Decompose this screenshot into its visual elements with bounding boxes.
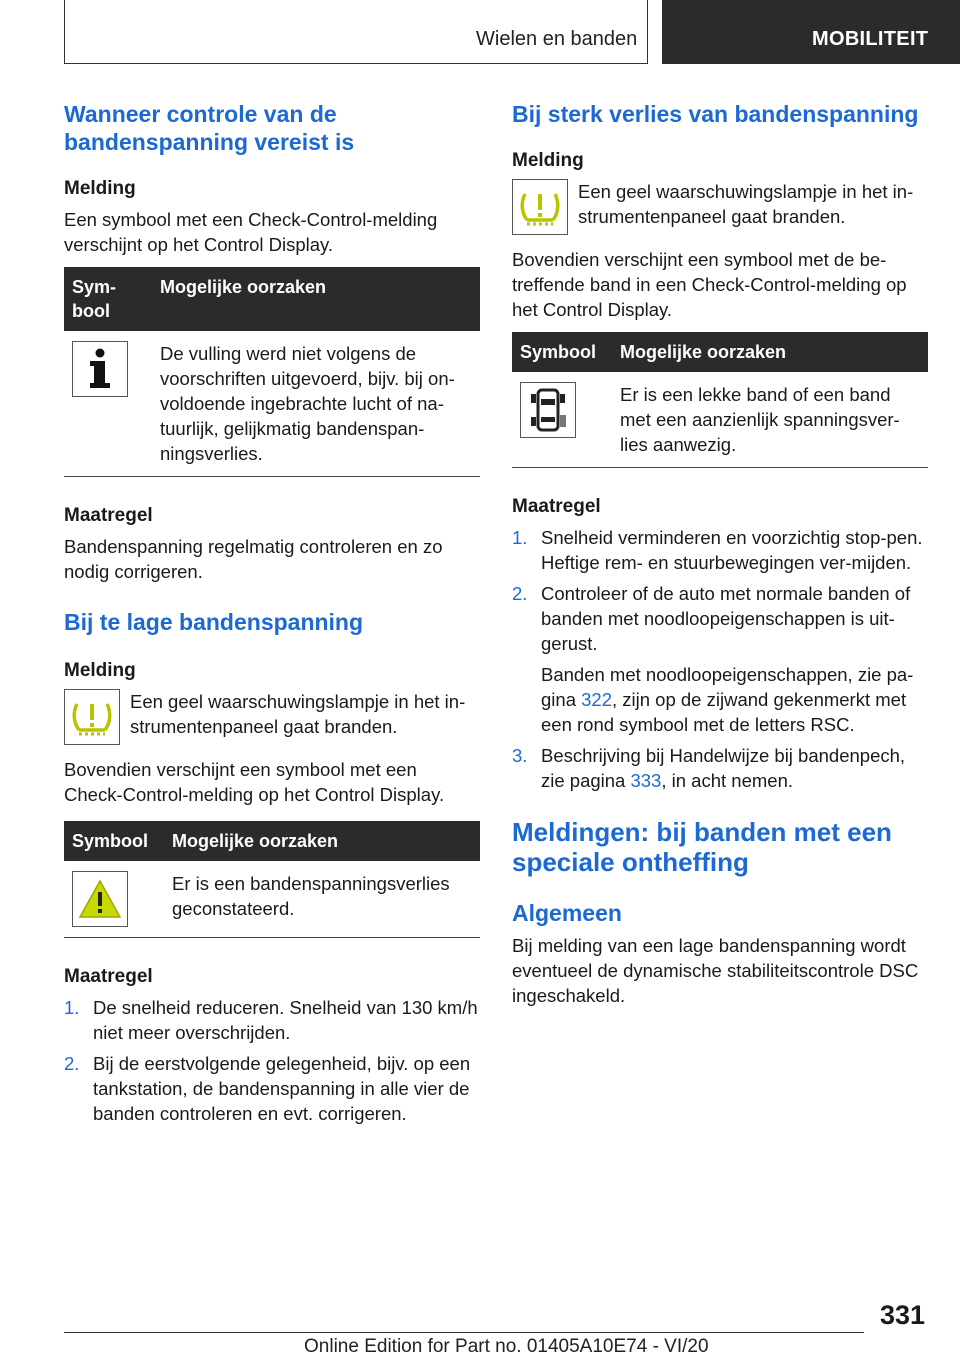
step-text: Bij de eerstvolgende gelegenheid, bijv. op een tankstation, de bandenspanning in alle vier de banden controleren en evt. corrigeren. (93, 1053, 471, 1124)
step-note-text: Banden met noodloopeigenschappen, zie pa-gina (541, 664, 914, 710)
section-title-check-pressure: Wanneer controle van de bandenspanning vereist is (64, 101, 355, 155)
step-number: 1. (512, 527, 528, 548)
table-header-symbol: Sym-bool (64, 267, 152, 331)
header-chapter-tab[interactable]: MOBILITEIT (662, 0, 960, 64)
warning-lamp-row (64, 689, 480, 745)
footer-divider (64, 1332, 864, 1333)
table-header-symbol: Symbool (512, 332, 612, 372)
maatregel-heading: Maatregel (64, 966, 153, 987)
warning-lamp-text: Een geel waarschuwingslampje in het in-strumentenpaneel gaat branden. (130, 691, 466, 737)
table-header-causes: Mogelijke oorzaken (152, 267, 480, 331)
maatregel-steps (64, 995, 480, 1126)
step-number: 2. (512, 583, 528, 604)
step-text: Controleer of de auto met normale banden of banden met noodloopeigenschappen is uit-gerust. (541, 583, 911, 654)
list-item (512, 743, 928, 793)
section-title-severe-loss: Bij sterk verlies van bandenspanning (512, 101, 919, 127)
maatregel-heading: Maatregel (512, 496, 601, 517)
step-note-text: , zijn op de zijwand gekenmerkt met een rond symbool met de letters RSC. (541, 689, 907, 735)
step-text-part: , in acht nemen. (661, 770, 793, 791)
tyre-pressure-warning-icon (64, 689, 120, 745)
melding-text: Bovendien verschijnt een symbool met een Check-Control-melding op het Control Display. (64, 759, 445, 805)
step-text: De snelheid reduceren. Snelheid van 130 km/h niet meer overschrijden. (93, 997, 478, 1043)
list-item (64, 1051, 480, 1126)
symbol-table-flat-tyre (512, 332, 928, 468)
maatregel-steps (512, 525, 928, 793)
melding-heading: Melding (512, 150, 584, 171)
maatregel-text: Bandenspanning regelmatig controleren en zo nodig corrigeren. (64, 536, 443, 582)
step-number: 1. (64, 997, 80, 1018)
table-cell-cause: Er is een lekke band of een band met een aanzienlijk spanningsver-lies aanwezig. (620, 384, 900, 455)
table-header-causes: Mogelijke oorzaken (612, 332, 928, 372)
left-column (64, 100, 480, 1126)
right-column (512, 100, 928, 1008)
list-item (512, 581, 928, 737)
melding-heading: Melding (64, 660, 136, 681)
table-cell-cause: De vulling werd niet volgens de voorschriften uitgevoerd, bijv. bij on-voldoende ingebrachte lucht of na-tuurlijk, gelijkmatig bandenspan-ningsverlies. (160, 343, 455, 464)
table-row (64, 861, 480, 938)
section-title-low-pressure: Bij te lage bandenspanning (64, 609, 364, 635)
footer-edition: Online Edition for Part no. 01405A10E74 - VI/20 (304, 1336, 709, 1357)
table-row (64, 331, 480, 477)
step-text: Snelheid verminderen en voorzichtig stop-pen. Heftige rem- en stuurbewegingen ver-mijden. (541, 527, 923, 573)
list-item (512, 525, 928, 575)
warning-triangle-icon (72, 871, 128, 927)
warning-lamp-row (512, 179, 928, 235)
header-section-title: Wielen en banden (476, 28, 638, 50)
step-note (541, 662, 928, 737)
step-number: 2. (64, 1053, 80, 1074)
table-header-causes: Mogelijke oorzaken (164, 821, 480, 861)
table-row (512, 372, 928, 468)
step-number: 3. (512, 745, 528, 766)
list-item (64, 995, 480, 1045)
section-title-special-tyres: Meldingen: bij banden met een speciale ontheffing (512, 817, 892, 877)
symbol-table-warning (64, 821, 480, 938)
melding-text: Een symbool met een Check-Control-melding verschijnt op het Control Display. (64, 209, 438, 255)
table-cell-cause: Er is een bandenspanningsverlies geconstateerd. (172, 873, 450, 919)
car-flat-tyre-icon (520, 382, 576, 438)
page-link-333[interactable]: 333 (630, 770, 662, 791)
symbol-table-info (64, 267, 480, 477)
table-header-symbol: Symbool (64, 821, 164, 861)
tyre-pressure-warning-icon (512, 179, 568, 235)
page-link-322[interactable]: 322 (581, 689, 612, 710)
melding-text: Bovendien verschijnt een symbool met de be-treffende band in een Check-Control-melding op het Control Display. (512, 249, 907, 320)
info-i-icon (72, 341, 128, 397)
page-number: 331 (880, 1300, 926, 1330)
maatregel-heading: Maatregel (64, 505, 153, 526)
algemeen-text: Bij melding van een lage bandenspanning wordt eventueel de dynamische stabiliteitscontrole DSC ingeschakeld. (512, 935, 919, 1006)
subsection-title-general: Algemeen (512, 900, 622, 926)
warning-lamp-text: Een geel waarschuwingslampje in het in-strumentenpaneel gaat branden. (578, 181, 914, 227)
step-text-part: Beschrijving bij Handelwijze bij bandenpech, zie pagina (541, 745, 906, 791)
step-text (541, 743, 928, 793)
melding-heading: Melding (64, 178, 136, 199)
